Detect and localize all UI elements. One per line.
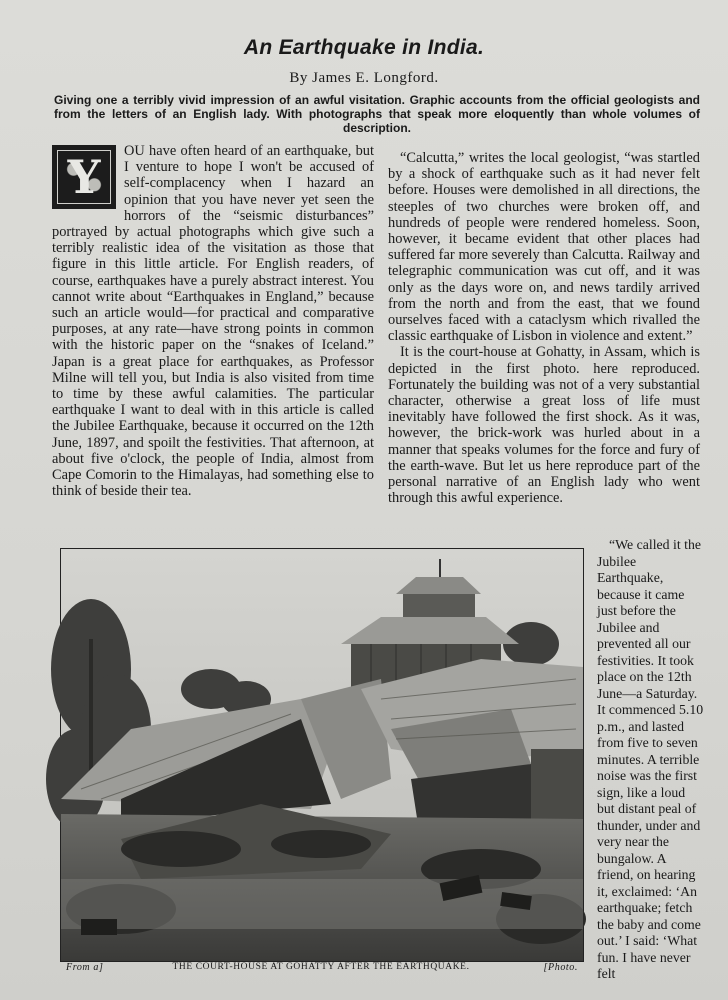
caption-from: From a]: [66, 962, 104, 973]
right-paragraph-2: It is the court-house at Gohatty, in Assam, which is depicted in the first photo. here reproduced. Fortunately the building was not of a very substantial character, otherwise a great loss of life must inevitably have followed the first shock. As it was, however, the brick-work was hurled about in a manner that speaks volumes for the force and fury of the earth-wave. But let us here reproduce part of the personal narrative of an English lady who went through this awful experience.: [388, 344, 700, 507]
drop-cap-letter: Y: [67, 150, 101, 204]
article-standfirst: Giving one a terribly vivid impression of an awful visitation. Graphic accounts from the official geologists and from the letters of an English lady. With photographs that speak more eloquently than whole volumes of description.: [54, 93, 700, 135]
right-column: [388, 150, 700, 545]
caption-credit: [Photo.: [543, 962, 578, 973]
court-house-photo: [60, 548, 584, 962]
narrow-paragraph: “We called it the Jubilee Earthquake, because it came just before the Jubilee and prevented all our festivities. It took place on the 12th June—a Saturday. It commenced 5.10 p.m., and lasted from five to seven minutes. A terrible noise was the first sign, like a loud but distant peal of thunder, under and very near the bungalow. A friend, on hearing it, exclaimed: ‘An earthquake; fetch the baby and come out.’ I said: ‘What fun. I have never felt: [597, 537, 704, 981]
photo-caption: THE COURT-HOUSE AT GOHATTY AFTER THE EARTHQUAKE.: [172, 962, 470, 972]
article-byline: By James E. Longford.: [289, 70, 439, 86]
ruined-building-illustration: [61, 549, 583, 961]
narrow-column: [597, 537, 705, 981]
left-paragraph: OU have often heard of an earthquake, but I venture to hope I won't be accused of self-complacency when I hazard an opinion that you have never yet seen the horrors of the “seismic disturbances” portrayed by actual photographs which give such a terribly realistic idea of the visitation as those that figure in this little article. For English readers, of course, earthquakes have a purely abstract interest. You cannot write about “Earthquakes in England,” because such an article would—for practical and comparative purposes, at any rate—have strong points in common with the historic paper on the “snakes of Iceland.” Japan is a great place for earthquakes, as Professor Milne will tell you, but India is also visited from time to time by these awful calamities. The particular earthquake I want to deal with in this article is called the Jubilee Earthquake, because it occurred on the 12th June, 1897, and spoilt the festivities. That afternoon, at about five o'clock, the people of India, almost from Cape Comorin to the Himalayas, had something else to think of beside their tea.: [52, 143, 374, 500]
drop-cap-ornament: [52, 145, 116, 209]
left-column: [52, 143, 374, 543]
article-title: An Earthquake in India.: [243, 36, 485, 59]
right-paragraph-1: “Calcutta,” writes the local geologist, “was startled by a shock of earthquake such as it had never felt before. Houses were demolished in all directions, the steeples of two churches were broken off, and hundreds of people were rendered homeless. Soon, however, it became evident that other places had suffered far more severely than Calcutta. Railway and telegraphic communication was cut off, and it was only as the days wore on, and news tardily arrived from the north and from the east, that we found ourselves faced with a cataclysm which rivalled the classic earthquake of Lisbon in violence and extent.”: [388, 150, 700, 345]
